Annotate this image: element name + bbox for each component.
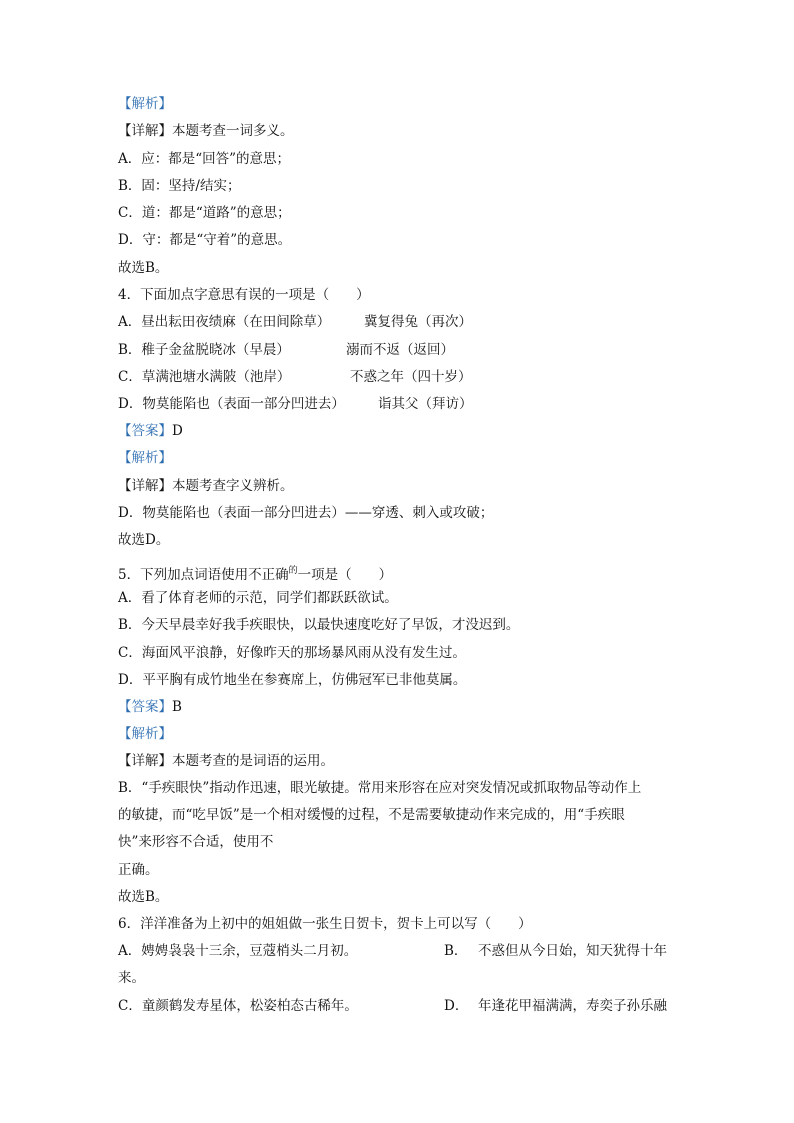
q6-option-d-line1: 年逢花甲福满满，寿奕子孙乐融 <box>478 998 667 1014</box>
q4-stem: 4．下面加点字意思有误的一项是（ ） <box>118 287 370 303</box>
q4-option-a-right: 冀复得兔（再次） <box>364 314 472 330</box>
q5-answer <box>118 697 182 717</box>
q5-answer-tag: 【答案】 <box>118 699 172 715</box>
q4-answer-value: D <box>172 423 183 439</box>
q5-option-d: D．平平胸有成竹地坐在参赛席上，仿佛冠军已非他莫属。 <box>118 672 467 688</box>
q5-stem-sup: 的 <box>288 566 298 576</box>
q3-detail: 【详解】本题考查一词多义。 <box>118 123 294 139</box>
q5-detail: 【详解】本题考查的是词语的运用。 <box>118 753 334 769</box>
q5-explain-line1: B．“手疾眼快”指动作迅速，眼光敏捷。常用来形容在应对突发情况或抓取物品等动作上 <box>118 780 642 796</box>
q5-conclusion: 故选B。 <box>118 889 169 905</box>
q4-answer-tag: 【答案】 <box>118 423 172 439</box>
q4-option-d-right: 诣其父（拜访） <box>378 396 473 412</box>
q3-option-d: D．守：都是“守着”的意思。 <box>118 232 292 248</box>
q4-option-c-right: 不惑之年（四十岁） <box>350 369 472 385</box>
q4-option-b-left: B．稚子金盆脱晓冰（早晨） <box>118 342 290 358</box>
q5-explain-line3: 快”来形容不合适，使用不 <box>118 834 274 850</box>
q6-option-a: A．娉娉袅袅十三余，豆蔻梢头二月初。 <box>118 943 358 959</box>
q3-option-b: B．固：坚持/结实； <box>118 178 241 194</box>
q4-option-c-left: C．草满池塘水满陂（池岸） <box>118 369 291 385</box>
q3-option-a: A．应：都是“回答”的意思； <box>118 151 291 167</box>
q5-option-a: A．看了体育老师的示范，同学们都跃跃欲试。 <box>118 590 398 606</box>
q4-option-b-right: 溺而不返（返回） <box>346 342 454 358</box>
q4-answer <box>118 421 183 441</box>
q5-analysis-tag: 【解析】 <box>118 726 172 742</box>
q6-option-b-label: B． <box>444 943 468 959</box>
q6-stem: 6．洋洋准备为上初中的姐姐做一张生日贺卡，贺卡上可以写（ ） <box>118 916 532 932</box>
q5-stem-b: 一项是（ ） <box>297 567 393 583</box>
q6-option-d-label: D． <box>444 998 469 1014</box>
q6-option-b-line1: 不惑但从今日始，知天犹得十年 <box>478 943 667 959</box>
q5-stem <box>118 561 392 585</box>
q5-explain-line2: 的敏捷，而“吃早饭”是一个相对缓慢的过程，不是需要敏捷动作来完成的，用“手疾眼 <box>118 807 625 823</box>
q3-option-c: C．道：都是“道路”的意思； <box>118 205 291 221</box>
q4-option-a-left: A．昼出耘田夜绩麻（在田间除草） <box>118 314 331 330</box>
q5-explain-line4: 正确。 <box>118 862 159 878</box>
q3-conclusion: 故选B。 <box>118 260 169 276</box>
q5-answer-value: B <box>172 699 182 715</box>
q4-detail: 【详解】本题考查字义辨析。 <box>118 478 294 494</box>
q5-stem-a: 5．下列加点词语使用不正确 <box>118 567 289 583</box>
q6-option-b-line2: 来。 <box>118 970 145 986</box>
q4-option-d-left: D．物莫能陷也（表面一部分凹进去） <box>118 396 345 412</box>
q6-option-c: C．童颜鹤发寿星体，松姿柏态古稀年。 <box>118 998 358 1014</box>
q4-conclusion: 故选D。 <box>118 532 170 548</box>
q5-option-c: C．海面风平浪静，好像昨天的那场暴风雨从没有发生过。 <box>118 645 466 661</box>
q4-analysis-tag: 【解析】 <box>118 450 172 466</box>
q5-option-b: B．今天早晨幸好我手疾眼快，以最快速度吃好了早饭，才没迟到。 <box>118 617 520 633</box>
q4-explain: D．物莫能陷也（表面一部分凹进去）——穿透、刺入或攻破； <box>118 505 494 521</box>
q3-analysis-tag: 【解析】 <box>118 96 172 112</box>
